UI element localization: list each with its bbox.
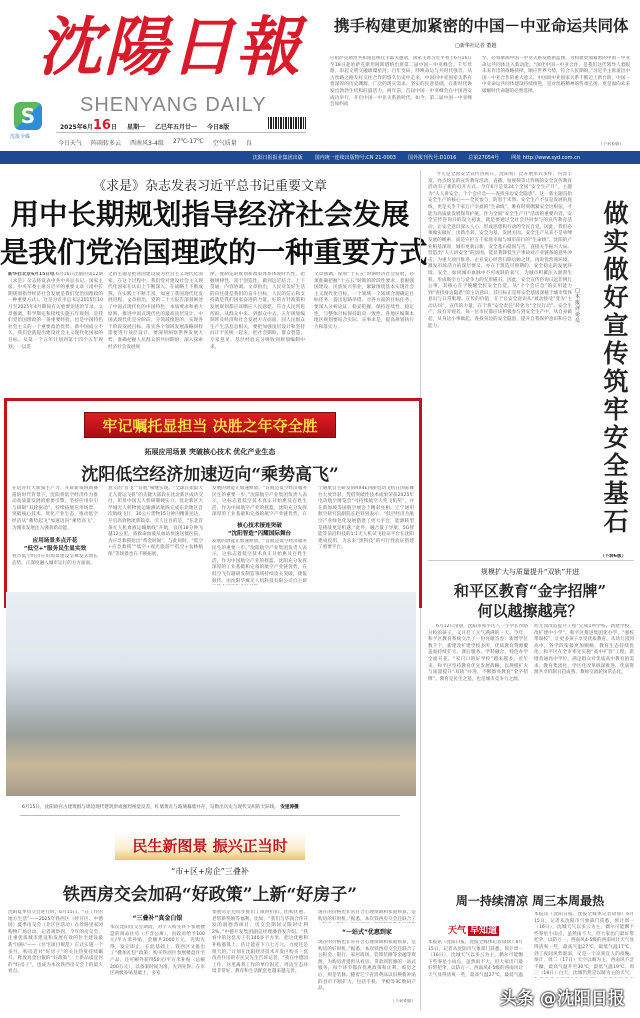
- housing-headline[interactable]: 铁西房交会加码“好政策”上新“好房子”: [62, 885, 358, 905]
- lead-headline-line2[interactable]: 是我们党治国理政的一种重要方式: [0, 236, 428, 269]
- education-headline-line2[interactable]: 何以越擦越亮？: [477, 602, 583, 620]
- weather-story-col: 本报讯（沈阳日报、沈报全媒体记者徐徐）6月15日，记者从沈阳市气象部门获悉，预计周一（16日），沈城天气以多云为主，偶尔可能飘下些零星小雨点，虽然雨不大，但大家出门最好带把伞，以防万一。西南风4-5级的西南风让天气显得清爽一些，最高气温27℃，最低气温: [428, 940, 523, 978]
- feature-text: 我市低空经济应用场景建设呈爆发式增长态势，正深度融入城市运行的方方面面。: [12, 554, 98, 566]
- lead-col: 之的主题是把我国建设成为社会主义现代化国家。在这个过程中，我们党对建设社会主义现代化国家在认识上不断深入、在战略上不断成熟、在实践上不断丰富，加速了我国现代化发展进程。文章指出，党的二十大报告深刻阐述了中国式现代化的中国特色、本质要求和重大原则，推进中国式现代化的最高顶层设计。中国式现代化是分阶段、分领域推进的，实现各个阶段发展目标、落实各个领域发展战略同样需要进行顶层设计。要深刻洞察世界发展大势，准确把握人民群众的共同期盼，深入探索经济社会发展规: [108, 272, 203, 350]
- top-story-col: 至，必将擘画中国－中亚关系发展新蓝图，为构建更加紧密的中国－中亚命运共同体注入新动能。“深化中国－中亚合作，是我们这代领导人着眼未来作出的战略抉择，顺应世界大势，符合人民期盼。”习近平主席道出中国－中亚合作的重大意义。中国同中亚国家关系不断迈上新台阶，中国－中亚命运共同体建设持续推进，是对丝路精神的传承弘扬，更是面向未来破解时代命题的必然选择。: [482, 56, 630, 94]
- weather-condition: 阵雨转多云: [91, 140, 122, 147]
- lunar-date: 乙巳年五月廿一: [155, 124, 198, 131]
- weather-tag: [448, 923, 499, 936]
- watermark: 头条 @沈阳日报: [500, 989, 625, 1009]
- newspaper-logo: 沈陽日報: [38, 10, 302, 85]
- housing-subhead: “一站式”优惠到家: [342, 929, 392, 936]
- weather-tag-1: 天气: [448, 926, 467, 936]
- housing-subhead: “三叠补”真金白银: [132, 915, 183, 922]
- divider: [428, 560, 634, 561]
- publisher: 沈阳日报报业集团出版: [252, 155, 303, 161]
- top-story-col: 应哈萨克斯坦共和国总统托卡耶夫邀请，国家主席习近平将于6月16日至18日赴哈萨克斯坦阿斯塔纳出席第二届中国－中亚峰会。千年丝路，串起文明交融璀璨星河；百年变局，呼唤命运与共时代强音。从古丝路之路友好交往合作的悠久历史中走来，中国同中亚国家关系有着深厚的历史渊源、广泛的现实需求、坚实的民意基础，在新时代焕发出勃勃生机和旺盛活力。两年前，首届中国－中亚峰会在中国西安成功举行，开启中国－中亚关系新时代。如今，第二届中国－中亚峰会如约而: [330, 56, 472, 108]
- website[interactable]: 网址 http://www.syd.com.cn: [511, 155, 580, 161]
- feature-kicker: 拓展应用场景 突破核心技术 优化产业生态: [144, 448, 276, 456]
- issue-number: 总第27054号: [468, 155, 500, 161]
- issue-date-row: [60, 118, 229, 133]
- divider: [20, 815, 400, 816]
- publication-info-bar: [0, 151, 640, 164]
- weather-label: 今日天气: [58, 140, 83, 147]
- feature-col: [212, 486, 307, 590]
- newspaper-english-name: SHENYANG DAILY: [80, 94, 267, 116]
- top-story-byline: □新华社记者 董越: [455, 43, 497, 49]
- weather-temp: 27℃-17℃: [172, 138, 204, 145]
- weekday: 星期一: [126, 124, 145, 131]
- lead-kicker: 《求是》杂志发表习近平总书记重要文章: [92, 179, 327, 194]
- commentary-title[interactable]: 做实做好宣传 筑牢安全基石: [603, 199, 629, 536]
- weather-story-col: 本报讯（沈阳日报、沈报全媒体记者徐徐）6月15日，记者从沈阳市气象部门获悉，预计周一（16日），沈城天气以多云为主，偶尔可能飘下些零星小雨点，虽然雨不大，但大家出门最好带把伞，以防万一。西南风4-5级的西南风让天气显得清爽一些，最高气温27℃，最低气温17℃，到了夜间风势渐弱，又是一个凉爽宜人的夜晚。预计，周二（17日）天空以晴为主，西南风不急不躁，最高气温升至30℃，最低气温19℃。周三（18日）白天，沈城仍然是以晴为主的天气，: [534, 912, 634, 977]
- date-suffix: 日: [110, 124, 117, 131]
- lead-col: [8, 272, 103, 392]
- lead-dateline: 新华社北京6月15日电: [8, 272, 55, 277]
- lead-col: 文章强调，谋划“十五五”时期经济社会发展，必须准确把握“十五五”时期的阶段性要求，着眼强国建设、民族复兴伟业，紧紧围绕基本实现社会主义现代化目标，一个领域一个领域合理确定目标任务，提出思路举措。对各方面的目标任务，要深入分析论证，稳妥把握，保持连续性、稳定性，与整体目标保持取向一致性。各地区编制本地区规划要结合实际，实事求是，提高规划执行力和落实力。: [314, 272, 414, 330]
- housing-banner: 民生新图景 振兴正当时: [115, 832, 305, 860]
- housing-col: [318, 910, 416, 1016]
- lead-headline-line1[interactable]: 用中长期规划指导经济社会发展: [10, 198, 410, 231]
- weather-story-headline[interactable]: 周一持续清凉 周三本周最热: [455, 894, 605, 908]
- weather-tag-2: 早知道: [470, 926, 498, 936]
- feature-subhead: “沈阳智造”闪耀国际舞台: [227, 531, 292, 537]
- commentary-body: 今天是全国安全宣传咨询日，沈阳将广泛开展形式多样、内容丰富、亮点纷呈的宣传教育活动，直播、短视频等让传统的安全宣传教育活动有了新的打开方式。今年6月是第24个全国“安全生产月”，主题为“人人讲安全、个个会应急——查找身边安全隐患”。这一新主题直指安全生产的核心——全民参与，防患于未然。安全生产不仅是发展的底线，更是关乎千家万户幸福的“生命线”。唯有时刻绷紧安全这根弦，才能为高质量发展保驾护航。作为全国“安全生产月”活动的重要内容，安全宣传咨询日的设立初衷，就是要通过全社会共同参与的宣传教育活动，让安全意识深入人心，形成思想和行动的全民自觉。因此，我们必须做实做好，出新出彩。安全为基，发展方固。安全生产从来不是束缚发展的绳索，而是守护万千家庭幸福与城市前行的“生命线”。沈阳的产业根基深厚，城市更新日新，安全基石稳固与否，直接关乎振兴大局。营造出“人人讲安全”的氛围，能显著降低生产事故对产业链条的意外冲击，为重大项目推进、企业安心经营扫除后顾之忧。再说优营商环境，激发市场活力的深层要义，亦在于筑造可预期的、安全稳定的发展环境。安全，如同城市血脉中不可或缺的氧气，为城市积蓄注入澎湃生机，形成吸引力与竞争力的无形磁石。因此，安全宣传咨询日远非例行公事，其核心在于唤醒全民安全自觉。从“个个会应急”的实用能力到“查找身边隐患”的主动意识，其目标正是将安全基因深植于城市集体意识与日常肌理。宣传的价值，在于让安全意识从“被动接受”变为“主动认同”。宣传的力量，在于将“安全责任”转化为“全民行动”。安全生产，没有旁观者。每一位市民都应该积极参与到安全生产中，从自身做起，从身边小事做起，查找身边的安全隐患，提升自我保护意识和应急能力。: [428, 172, 572, 329]
- air-quality-label: 空气质量: [212, 140, 237, 147]
- top-story-headline[interactable]: 携手构建更加紧密的中国－中亚命运共同体: [334, 16, 629, 35]
- feature-banner: 牢记嘱托显担当 决胜之年夺全胜: [84, 412, 336, 438]
- education-kicker: 规模扩大与质量提升“双轨”并进: [480, 568, 580, 576]
- feature-subhead: 应用场景多点开花: [32, 538, 78, 544]
- commentary-byline: □本报评论员: [575, 288, 581, 324]
- feature-text: 发展的潜能正加速释放。“首航是低空经济服务民生的重要一步。”沈阳航空产业集团负责人表示，这标志着低空技术真正开始惠及百姓生活。作为中国航空产业的摇篮，沈阳充分发挥深厚的工业基础和完备的航空产业链优势，在: [212, 486, 307, 518]
- photo-caption: [22, 804, 299, 810]
- education-col: 6月12日清晨，沈阳市和平区八一小学长沙路分校的孩子，又开启了元气满满的一天。今年，和平区教育系统交出了一份亮眼答卷：新增学位数千个，新建改扩建学校多所，优质教育资源覆盖面持续扩大。课后服务、学科融合、特色办学全面开花，“家门口的好学校”越来越多。近年来，和平区坚持教育优先发展战略，以规模扩大与质量提升“双轨”并进，不断擦亮教育“金字招牌”。教育是民生之基，也是城市竞争力之源。: [428, 624, 528, 682]
- housing-text: 本次沈阳房交会期间，对个人购买铁下参展楼盘的商品住房（不含公寓），由政府给予100元/平方米补贴，金额共2000万元，先购先得，发完即止。在此基础上，铁西区又推出了“叠加礼包”政策：购买铁西区参展楼盘住宅产品，还可额外获得50元/平方米补贴（总额200万元），以备案时间为准，先到先得。在市区两级补贴基础上，多家: [110, 925, 205, 977]
- date-prefix: 2025年6月: [60, 124, 93, 131]
- feature-text: 发展的潜能正加速释放。“首航是低空经济服务民生的重要一步。”沈阳航空产业集团负责人表示，这标志着低空技术真正开始惠及百姓生活。作为中国航空产业的摇篮，沈阳充分发挥深厚的工业基础和完备的航空产业链优势，在低空飞行器研发制造领域持续攻关突破，捷报频传。由沈阳华翼无人机科技有限公司自主研: [212, 539, 307, 584]
- photo-credit: 安里涛摄: [280, 805, 299, 810]
- feature-text: 在培育壮大新质生产力、开辟新领域新赛道的时代背景下，沈阳将低空经济作为推动高质量发展的重要引擎，坚持应用牵引与研制“双轮驱动”，持续拓展应用场景、突破核心技术、优化产业生态，推动低空经济从“蓄势起飞”加速迈向“乘势高飞”，为城市发展注入强劲新动能。: [12, 486, 98, 531]
- overseas-code: 国外报刊代号:D1016: [408, 155, 457, 161]
- feature-col: [12, 486, 98, 590]
- feature-col: 意义的“首飞”“首航”相继实现。“全球首架最大无人货运飞机”的关键大部段在沈北新区成功交付，彰显中国无人机研制硬实力；沈北新区大学城无人机物流运输测试航线完成东北地区首次航线飞行，30公斤货物15分钟内精准送达，开启高效物流新篇章。引人注目的是，“东北首条无人机血液运输航线”开航，仅用18分钟飞越12公里，将救命血液从血站快速送抵医院，为应急救援抢出“黄金时间”。与此同时，“低空+应急救援”“低空+观光旅游”“低空+农林植保”等场景也在不断拓展。: [108, 486, 203, 557]
- weather-wind: 西南风3-4级: [130, 140, 164, 147]
- date-day: 16: [92, 118, 111, 133]
- housing-col: [110, 910, 205, 1016]
- caption-text: 6月15日，沈阳故宫古建筑群与周边现代建筑形成强烈视觉反差，红墙黄瓦与玻璃幕墙并存，勾勒出历史与现代交织的天际线。: [22, 805, 279, 810]
- top-story-jump: （下转6版）: [598, 142, 624, 147]
- air-quality-value: 良: [245, 140, 252, 147]
- lead-col: 律，使制定的规划和政策体系体现时代性、把握规律性、富于创造性，做到远近结合、上下贯通、内容协调。文章指出，人民对美好生活的向往就是我们的奋斗目标，人民的信心和支持就是我们国家奋进的力量。好的方针政策和发展规划都应该顺应人民意愿、符合人民所思所盼，从群众中来、到群众中去。五年规划编制涉及经济和社会发展方方面面，同人民群众生产生活息息相关，要把加强顶层设计和坚持问计于民统一起来，把社会期盼、群众智慧、专家意见、基层经验充分吸收到规划编制中来。: [210, 272, 305, 350]
- feature-col: 宁通航自主研发的RX4E四座电动飞机在国际舞台大放异彩，凭借突破性技术成果荣获2025年电动航空博览会“可持续航空大奖飞机奖”，并在新加坡等国航空展会上精彩亮相。辽宁通用航空研究院副院长赵铁男表示：“低空经济为航空产业绿色化发展搭建了更大平台，能源转型是挑战更是机遇。”此外，融合量子导航、5G智能等前沿科技的1:1无人机试飞验证平台在沈阳建成投用，为未来“黑科技”的可行性验证搭建了重要平台。: [318, 486, 414, 551]
- feature-subhead: “低空+”服务民生显实效: [23, 546, 87, 552]
- housing-text: 现在的价格也非常符合心理预期和家庭预算，是购房的好时机。”据悉，本次铁西房交会还联合了公积金、银行、家居商场、装饰装修等金融等资源，为购房者提供从看房、贷款到装修的一站式服务，每个环节都有优惠政策和让利。购房之后，则是装修。随着辽宁省消费品以旧换新补贴的县市不断扩大，包括手机、平板等3C数码产品。: [318, 940, 416, 992]
- city-skyline-photo[interactable]: [6, 592, 416, 796]
- barcode: [268, 117, 306, 129]
- housing-col: 参展房企还同步推出了限时折扣、团购优惠、老带新奖励等福利。比如，“我们与华润合作开发的润德湾项目，房交会期间又限时让利2%。”中德开发集团副总经理潘春发介绍。“我看中的这套房子有140多平方米，把这优惠和补贴都算上，估计能省下六七万元，力度还是很大的。”计划在沈阳经济技术开发区购买一套改善住房的市民吴先生告诉记者，“我在中德园工作，这里离我工作的单位很近，周边生态环境非常好，教育和生活配套也越来越完善。: [212, 910, 308, 975]
- housing-col: 沈阳夏季房交会进行时。6月15日，“在工作的地方生活”——2025年铁西区（经开区、中德园）夏季房交会（北区区活动）在丝路里家园购物广场启动。记者观察到，今年的房交会，注重优质城市建设和发展有效的住宅建设最新“国标”——《住宅项目规范》正式实施一个多月，购房者对“好房子”的关注热度持续飙升。释放真金白银的“好政策”，上新品质宜居的“好房子”，也成为本次铁西房交会上的最大看点。: [8, 910, 103, 975]
- weather-row: [58, 138, 252, 147]
- lead-text: 6月16日出版的第12期《求是》杂志将发表中共中央总书记、国家主席、中央军委主席习近平的重要文章《用中长期规划指导经济社会发展是我们党治国理政的一种重要方式》。这是习近平总书记2015年10月至2025年4月期间有关重要论述的节录。文章强调，科学制定和接续实施五年规划，是我们党治国理政的一条重要经验，也是中国特色社会主义的一个重要政治优势。新中国成立不久，我们党就提出建设社会主义现代化国家的目标。从第一个五年计划到第十四个五年规划，一以贯: [8, 272, 103, 350]
- feature-headline[interactable]: 沈阳低空经济加速迈向“乘势高飞”: [81, 465, 339, 485]
- housing-jump: （下转4版）: [390, 999, 416, 1004]
- app-label: 沈报全媒: [10, 134, 31, 140]
- feature-subhead: 核心技术接连突破: [237, 523, 282, 529]
- housing-kicker: “市+区+房企”三叠补: [171, 867, 249, 876]
- page-count: 今日8版: [207, 124, 230, 131]
- education-headline-line1[interactable]: 和平区教育“金字招牌”: [453, 582, 607, 600]
- education-col: 幼儿园改造提升工程“完成1所学校，新建学校，改扩建中小学”。和平区推进集团化办学，“强校带弱校”，让更多孩子享受优质教育。从幼儿园到高中，各学段衔接更加顺畅，教育生态持续优化。和平区在全市率先实施“高中扩容”工程，新增普通高中学位，满足群众对优质高中教育的需求。教育集团化、学区化改革纵深推进，优质资源共享机制日趋成熟，教师交流轮岗常态化。: [534, 624, 634, 676]
- app-logo-icon: S: [14, 102, 42, 130]
- cn-number: 国内统一连续出版物号:CN 21-0003: [314, 155, 396, 161]
- commentary-jump: （下转6版）: [600, 554, 627, 559]
- housing-text: 现在的价格也非常符合心理预期和家庭预算，是购房的好时机。”据悉，本次铁西房交会还联合了: [318, 910, 416, 922]
- divider: [56, 132, 306, 133]
